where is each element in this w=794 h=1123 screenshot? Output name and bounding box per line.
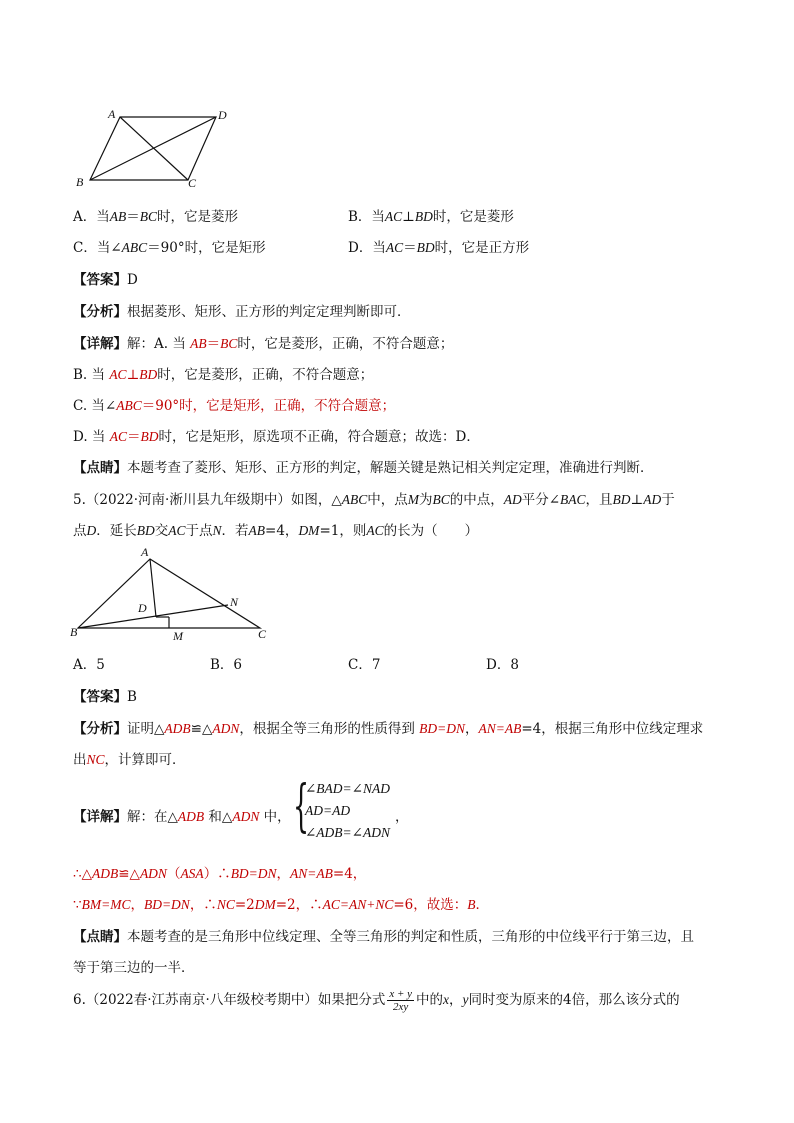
q4-answer: 【答案】D	[73, 272, 138, 288]
q6-stem: 6.（2022春·江苏南京·八年级校考期中）如果把分式 $\frac{x + y}{2xy}$ 中的x，y同时变为原来的4倍，那么该分式的	[73, 988, 680, 1013]
q5-conclusion-1: ∴△ADB≌△ADN（ASA）∴BD=DN，AN=AB=4，	[73, 866, 367, 882]
q5-detail-lead: 【详解】解：在△ADB 和△ADN 中，	[73, 809, 291, 825]
q5-conclusion-2: ∵BM=MC，BD=DN，∴NC=2DM=2，∴AC=AN+NC=6，故选：B．	[73, 897, 490, 913]
label-b: B	[76, 175, 84, 189]
brace-line-1: ∠BAD=∠NAD	[305, 781, 390, 796]
q4-option-a: A．当AB＝BC时，它是菱形	[73, 209, 239, 225]
q4-option-d: D．当AC＝BD时，它是正方形	[348, 240, 530, 256]
q4-detail-d: D. 当 AC＝BD时，它是矩形，原选项不正确，符合题意；故选：D．	[73, 429, 480, 445]
q4-detail-a: 【详解】解：A. 当 AB＝BC时，它是菱形，正确，不符合题意；	[73, 336, 454, 352]
q5-brace-symbol: {	[293, 774, 310, 839]
q4-option-c: C．当∠ABC＝90°时，它是矩形	[73, 240, 266, 256]
segment-bn	[78, 605, 228, 628]
q4-comment: 【点睛】本题考查了菱形、矩形、正方形的判定，解题关键是熟记相关判定定理，准确进行判断．	[73, 460, 654, 476]
q4-option-b: B．当AC⊥BD时，它是菱形	[348, 209, 514, 225]
q5-brace-tail: ，	[395, 809, 409, 825]
label-a: A	[141, 545, 149, 559]
q5-answer: 【答案】B	[73, 689, 137, 705]
label-b: B	[70, 625, 78, 639]
parallelogram-figure	[70, 104, 240, 190]
q5-analysis-line1: 【分析】证明△ADB≌△ADN，根据全等三角形的性质得到 BD=DN，AN=AB=4，根据三角形中位线定理求	[73, 721, 704, 737]
label-m: M	[173, 629, 183, 643]
label-c: C	[258, 627, 267, 641]
brace-line-2: AD=AD	[305, 803, 351, 818]
segment-ad	[150, 559, 156, 617]
label-d: D	[218, 108, 227, 122]
label-d: D	[138, 601, 147, 615]
q5-stem-line2: 点D．延长BD交AC于点N．若AB=4，DM=1，则AC的长为（ ）	[73, 523, 479, 539]
q5-comment-line1: 【点睛】本题考查的是三角形中位线定理、全等三角形的判定和性质，三角形的中位线平行于第三边，且	[73, 929, 694, 945]
q5-comment-line2: 等于第三边的一半．	[73, 960, 195, 976]
q5-option-c: C．7	[348, 657, 381, 673]
label-c: C	[188, 176, 197, 190]
q5-option-b: B．6	[210, 657, 243, 673]
q5-analysis-line2: 出NC，计算即可．	[73, 752, 186, 768]
label-a: A	[108, 107, 116, 121]
diagonal-bd	[90, 117, 216, 180]
q5-option-a: A．5	[73, 657, 105, 673]
q5-option-d: D．8	[486, 657, 519, 673]
q4-detail-b: B. 当 AC⊥BD时，它是菱形，正确，不符合题意；	[73, 367, 374, 383]
q4-analysis: 【分析】根据菱形、矩形、正方形的判定定理判断即可．	[73, 304, 411, 320]
label-n: N	[230, 595, 239, 609]
brace-line-3: ∠ADB=∠ADN	[305, 825, 390, 840]
q5-brace-system	[305, 778, 390, 844]
q6-fraction: $\frac{x + y}{2xy}$	[389, 988, 413, 1013]
triangle-figure	[68, 544, 278, 644]
q5-stem-line1: 5.（2022·河南·淅川县九年级期中）如图，△ABC中，点M为BC的中点，AD平分∠BAC，且BD⊥AD于	[73, 492, 675, 508]
q4-detail-c: C. 当∠ABC＝90°时，它是矩形，正确，不符合题意；	[73, 398, 396, 414]
